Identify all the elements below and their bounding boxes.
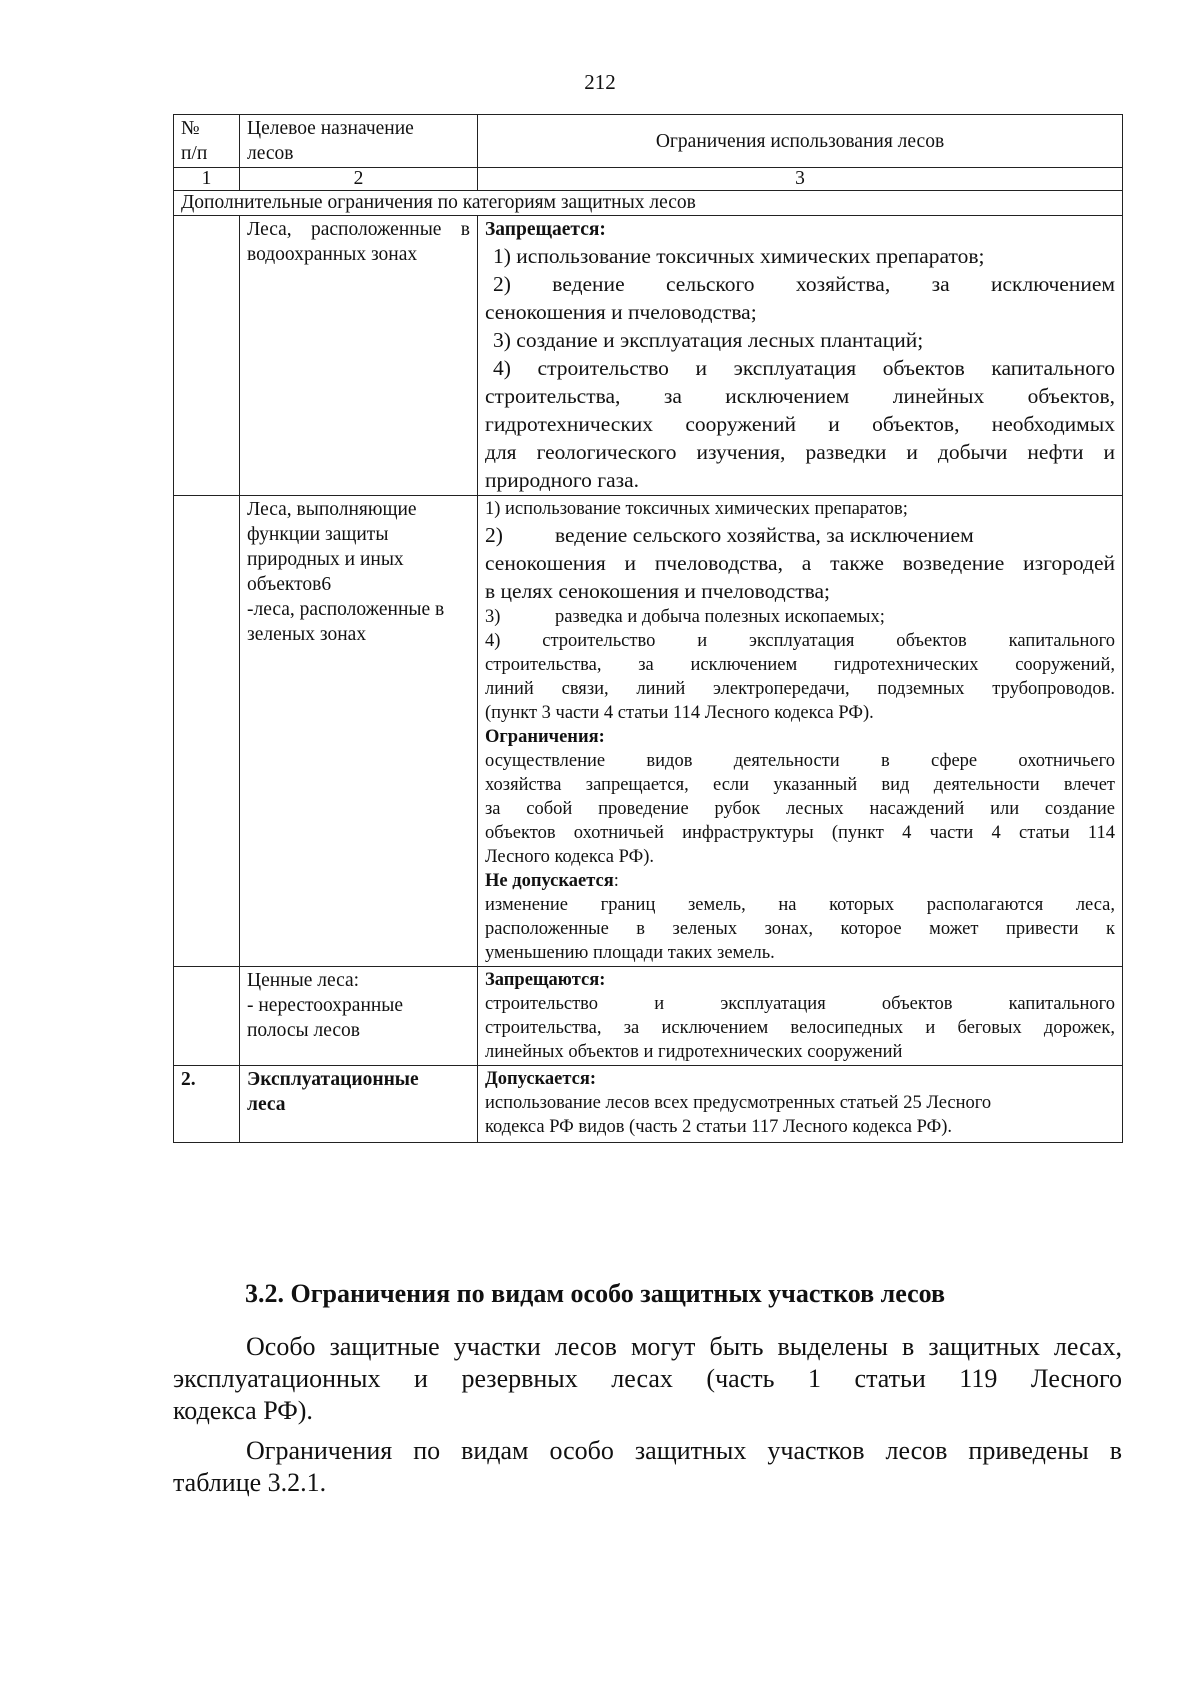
section-row-label: Дополнительные ограничения по категориям защитных лесов <box>174 191 1123 216</box>
row1-line2: 2) ведение сельского хозяйства, за исключением <box>493 272 1115 296</box>
row2-restr-line2: хозяйства запрещается, если указанный вид деятельности влечет <box>485 775 1115 795</box>
row3-last: линейных объектов и гидротехнических сооружений <box>485 1042 903 1062</box>
paragraph-2-line1: Ограничения по видам особо защитных участков лесов приведены в <box>246 1436 1122 1465</box>
row3-heading: Запрещаются: <box>485 970 606 990</box>
row1-line5: 4) строительство и эксплуатация объектов капитального <box>493 356 1115 380</box>
header-num <box>174 115 240 168</box>
row2-purpose-line3: природных и иных <box>247 549 404 570</box>
row2-item4-line2: строительства, за исключением гидротехнических сооружений, <box>485 655 1115 675</box>
page-number: 212 <box>584 70 616 94</box>
section-title: 3.2. Ограничения по видам особо защитных участков лесов <box>245 1279 946 1308</box>
row1-line1: 1) использование токсичных химических препаратов; <box>493 244 985 268</box>
row1-line9: природного газа. <box>485 468 640 492</box>
row4-num: 2. <box>174 1066 240 1143</box>
row1-line6: строительства, за исключением линейных объектов, <box>485 384 1115 408</box>
row2-item3-num: 3) <box>485 607 501 627</box>
row1-line8: для геологического изучения, разведки и добычи нефти и <box>485 440 1115 464</box>
row2-item3 <box>485 605 1115 629</box>
row2-item3-text: разведка и добыча полезных ископаемых; <box>555 607 885 627</box>
row2-restr-last: Лесного кодекса РФ). <box>485 847 655 867</box>
row3-line2: строительства, за исключением велосипедных и беговых дорожек, <box>485 1018 1115 1038</box>
row3-restrictions <box>478 967 1123 1066</box>
paragraph-2-line2: таблице 3.2.1. <box>173 1468 327 1497</box>
row2-item1: 1) использование токсичных химических препаратов; <box>485 499 908 519</box>
row2-notallowed-line2: расположенные в зеленых зонах, которое может привести к <box>485 919 1115 939</box>
row1-line3: сенокошения и пчеловодства; <box>485 300 757 324</box>
row3-purpose-line2: - нерестоохранные <box>247 995 404 1016</box>
paragraph-2 <box>173 1435 1122 1499</box>
table-header-row <box>174 115 1123 168</box>
row2-restr-line4: объектов охотничьей инфраструктуры (пункт 4 части 4 статьи 114 <box>485 823 1115 843</box>
row2-notallowed-line1: изменение границ земель, на которых располагаются леса, <box>485 895 1115 915</box>
row2-item4-line1: 4) строительство и эксплуатация объектов капитального <box>485 631 1115 651</box>
table-row <box>174 1066 1123 1143</box>
col-number-2: 2 <box>240 168 478 191</box>
row3-purpose <box>240 967 478 1066</box>
row2-item4-ref: (пункт 3 части 4 статьи 114 Лесного кодекса РФ). <box>485 703 874 723</box>
row1-heading: Запрещается: <box>485 219 606 240</box>
row1-restrictions <box>478 216 1123 496</box>
header-purpose-line1: Целевое назначение <box>247 118 414 139</box>
row2-restrictions <box>478 496 1123 967</box>
row2-purpose-line5: -леса, расположенные в <box>247 599 445 620</box>
paragraph-1-line1: Особо защитные участки лесов могут быть выделены в защитных лесах, <box>246 1332 1122 1361</box>
row4-line1: использование лесов всех предусмотренных статьей 25 Лесного <box>485 1093 992 1113</box>
table-row <box>174 496 1123 967</box>
section-row <box>174 191 1123 216</box>
row3-purpose-line3: полосы лесов <box>247 1020 361 1041</box>
row2-item2-cont1: сенокошения и пчеловодства, а также возведение изгородей <box>485 551 1115 575</box>
row2-notallowed-colon: : <box>613 871 619 891</box>
row2-restr-heading: Ограничения: <box>485 727 605 747</box>
row4-line2: кодекса РФ видов (часть 2 статьи 117 Лесного кодекса РФ). <box>485 1117 952 1137</box>
row2-item2-cont2: в целях сенокошения и пчеловодства; <box>485 579 831 603</box>
row2-notallowed-heading: Не допускается <box>485 871 614 891</box>
row1-line7: гидротехнических сооружений и объектов, необходимых <box>485 412 1115 436</box>
row4-purpose <box>240 1066 478 1143</box>
row3-line1: строительство и эксплуатация объектов капитального <box>485 994 1115 1014</box>
header-restrictions: Ограничения использования лесов <box>478 115 1123 168</box>
row2-notallowed <box>485 869 1115 893</box>
col-number-1: 1 <box>174 168 240 191</box>
row2-item2-text: ведение сельского хозяйства, за исключением <box>555 523 974 547</box>
row2-purpose-line4: объектов6 <box>247 574 332 595</box>
column-number-row <box>174 168 1123 191</box>
row1-line4: 3) создание и эксплуатация лесных плантаций; <box>493 328 924 352</box>
row2-num <box>174 496 240 967</box>
row2-notallowed-last: уменьшению площади таких земель. <box>485 943 775 963</box>
col-number-3: 3 <box>478 168 1123 191</box>
row2-item4-line3: линий связи, линий электропередачи, подземных трубопроводов. <box>485 679 1115 699</box>
header-purpose-line2: лесов <box>247 143 294 164</box>
row4-purpose-line2: леса <box>247 1094 286 1115</box>
row2-purpose-line6: зеленых зонах <box>247 624 367 645</box>
table-row <box>174 216 1123 496</box>
restrictions-table <box>173 114 1123 1143</box>
row1-num <box>174 216 240 496</box>
paragraph-1 <box>173 1331 1122 1427</box>
row4-restrictions <box>478 1066 1123 1143</box>
header-purpose <box>240 115 478 168</box>
paragraph-1-line3: кодекса РФ). <box>173 1396 313 1425</box>
header-num-line2: п/п <box>181 143 208 164</box>
row3-num <box>174 967 240 1066</box>
row1-purpose <box>240 216 478 496</box>
row2-restr-line1: осуществление видов деятельности в сфере охотничьего <box>485 751 1115 771</box>
row2-purpose-line1: Леса, выполняющие <box>247 499 417 520</box>
paragraph-1-line2: эксплуатационных и резервных лесах (часть 1 статьи 119 Лесного <box>173 1364 1122 1393</box>
row4-heading: Допускается: <box>485 1069 597 1089</box>
row2-restr-line3: за собой проведение рубок лесных насаждений или создание <box>485 799 1115 819</box>
row4-purpose-line1: Эксплуатационные <box>247 1069 419 1090</box>
row2-item2-num: 2) <box>485 523 503 547</box>
header-num-line1: № <box>181 118 200 139</box>
table-row <box>174 967 1123 1066</box>
row3-purpose-line1: Ценные леса: <box>247 970 360 991</box>
row2-purpose <box>240 496 478 967</box>
row2-purpose-line2: функции защиты <box>247 524 389 545</box>
row2-item2 <box>485 521 1115 549</box>
row1-purpose-text: Леса, расположенные в водоохранных зонах <box>247 219 470 265</box>
